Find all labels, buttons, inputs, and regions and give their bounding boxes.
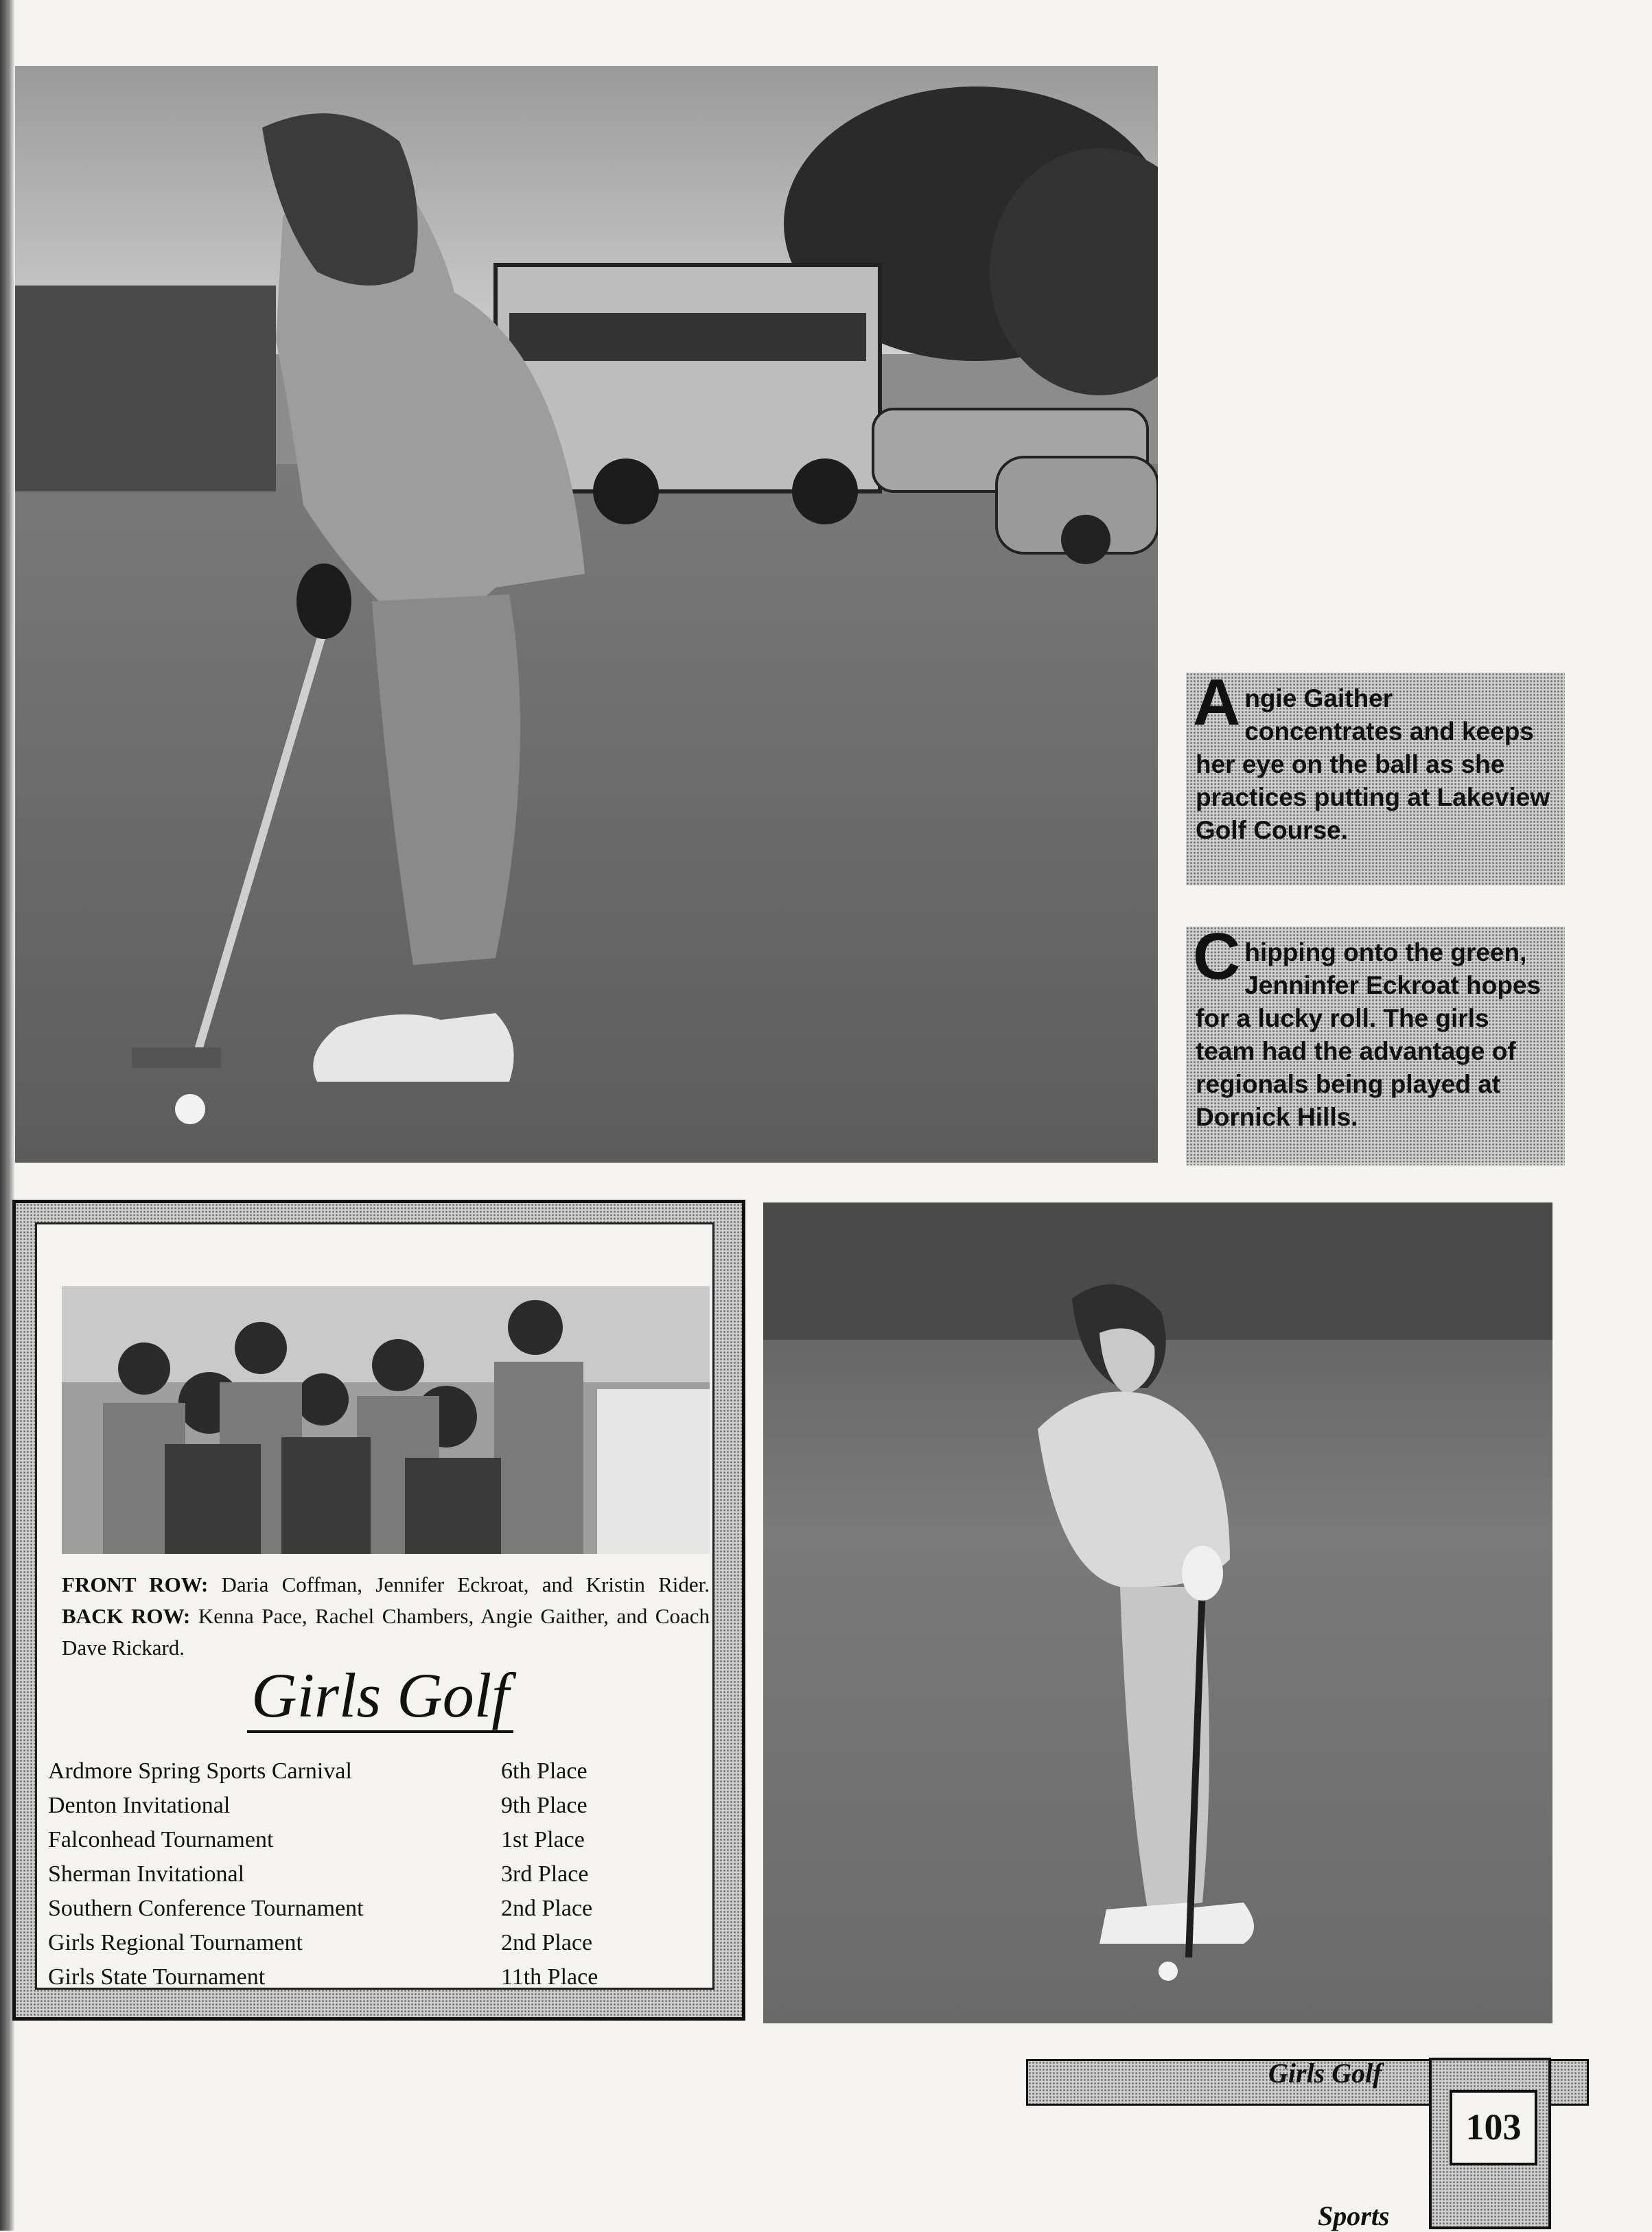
event-place: 1st Place: [501, 1827, 585, 1852]
table-row: [48, 1789, 721, 1823]
section-title: [37, 1661, 723, 1730]
event-place: 11th Place: [501, 1964, 598, 1990]
front-row-names: Daria Coffman, Jennifer Eckroat, and Kristin Rider.: [208, 1572, 710, 1596]
team-photo: [62, 1286, 710, 1554]
event-name: Denton Invitational: [48, 1793, 231, 1818]
caption-jennifer: [1186, 920, 1565, 1165]
table-row: [48, 1926, 721, 1960]
event-place: 3rd Place: [501, 1861, 589, 1887]
table-row: [48, 1823, 721, 1857]
table-row: [48, 1892, 721, 1926]
caption-dropcap: A: [1193, 666, 1241, 739]
caption-text: ngie Gaither concentrates and keeps her eye on the ball as she practices putting at Lakeview Golf Course.: [1196, 684, 1550, 844]
event-place: 6th Place: [501, 1758, 587, 1784]
team-caption: [62, 1569, 710, 1664]
event-name: Girls Regional Tournament: [48, 1930, 303, 1955]
caption-dropcap: C: [1193, 920, 1241, 993]
footer-section-label: Girls Golf: [1268, 2058, 1382, 2089]
results-table: [48, 1754, 721, 1995]
photo-putting: [15, 66, 1158, 1163]
event-name: Falconhead Tournament: [48, 1827, 274, 1852]
table-row: [48, 1960, 721, 1995]
roster-inner: [35, 1222, 714, 1990]
back-row-names: Kenna Pace, Rachel Chambers, Angie Gaither, and Coach Dave Rickard.: [62, 1604, 710, 1660]
table-row: [48, 1857, 721, 1892]
event-place: 2nd Place: [501, 1930, 593, 1955]
photo-chipping: [763, 1202, 1552, 2023]
event-name: Ardmore Spring Sports Carnival: [48, 1758, 352, 1784]
page-number: 103: [1450, 2090, 1537, 2165]
event-place: 9th Place: [501, 1793, 587, 1818]
event-name: Girls State Tournament: [48, 1964, 266, 1990]
front-row-label: FRONT ROW:: [62, 1572, 209, 1596]
event-name: Southern Conference Tournament: [48, 1896, 364, 1921]
event-place: 2nd Place: [501, 1896, 593, 1921]
footer-category-label: Sports: [1318, 2200, 1390, 2231]
event-name: Sherman Invitational: [48, 1861, 245, 1887]
team-roster-box: [12, 1200, 745, 2021]
table-row: [48, 1754, 721, 1789]
section-title-text: Girls Golf: [247, 1660, 513, 1733]
caption-text: hipping onto the green, Jenninfer Eckroat hopes for a lucky roll. The girls team had the advantage of regionals being played at Dornick Hills.: [1196, 938, 1542, 1131]
caption-angie: [1186, 666, 1565, 885]
back-row-label: BACK ROW:: [62, 1604, 191, 1628]
